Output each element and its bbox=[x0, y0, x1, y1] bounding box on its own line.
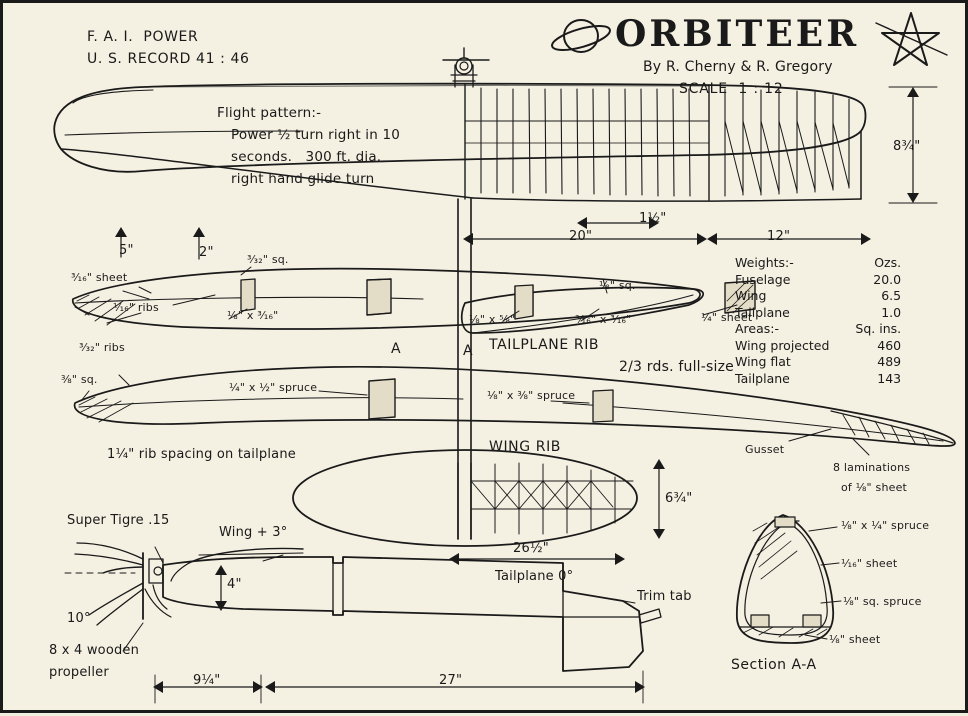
laminations-line-1: 8 laminations bbox=[833, 461, 911, 474]
byline: By R. Cherny & R. Gregory bbox=[643, 59, 833, 75]
section-material-1-8-sq-spruce: ⅛" sq. spruce bbox=[843, 595, 922, 608]
section-marker-right: A bbox=[463, 343, 473, 359]
area-label-tailplane: Tailplane bbox=[735, 370, 790, 386]
table-row bbox=[735, 338, 901, 355]
tailplane-rib-label: TAILPLANE RIB bbox=[489, 337, 600, 353]
material-1-8-square: ⅛" sq. bbox=[599, 279, 636, 292]
tailplane-incidence-label: Tailplane 0° bbox=[495, 569, 574, 584]
material-1-8-x-3-16: ⅛" x ³⁄₁₆" bbox=[227, 309, 279, 322]
gusset-label: Gusset bbox=[745, 443, 785, 456]
section-material-1-8-sheet: ⅛" sheet bbox=[829, 633, 881, 646]
material-1-8-x-3-8-spruce: ⅛" x ⅜" spruce bbox=[487, 389, 576, 402]
table-row bbox=[735, 371, 901, 388]
scale-note: SCALE 1 : 12 bbox=[679, 81, 784, 97]
record-line: U. S. RECORD 41 : 46 bbox=[87, 51, 250, 67]
area-value-wing-projected: 460 bbox=[877, 337, 902, 353]
area-label-wing-flat: Wing flat bbox=[735, 354, 791, 369]
section-material-spruce-1-8-x-1-4: ⅛" x ¼" spruce bbox=[841, 519, 930, 532]
flight-pattern-line-4: right hand glide turn bbox=[231, 171, 375, 187]
table-row bbox=[735, 288, 901, 305]
flight-pattern-line-1: Flight pattern:- bbox=[217, 105, 322, 121]
scale-note-ribs: 2/3 rds. full-size bbox=[619, 359, 734, 375]
wing-rib-label: WING RIB bbox=[489, 439, 562, 455]
weight-label-tailplane: Tailplane bbox=[735, 304, 790, 320]
material-3-16-x-3-16: ³⁄₁₆" x ³⁄₁₆" bbox=[575, 313, 632, 326]
wing-incidence-label: Wing + 3° bbox=[219, 525, 288, 540]
section-material-1-16-sheet: ¹⁄₁₆" sheet bbox=[841, 557, 898, 570]
material-1-16-ribs: ¹⁄₁₆" ribs bbox=[113, 301, 159, 314]
weight-label-wing: Wing bbox=[735, 288, 767, 303]
dim-nose-length: 9¼" bbox=[193, 673, 221, 688]
propeller-line-2: propeller bbox=[49, 665, 109, 680]
propeller-line-1: 8 x 4 wooden bbox=[49, 643, 140, 658]
trim-tab-label: Trim tab bbox=[637, 589, 692, 604]
areas-heading: Areas:- bbox=[735, 321, 780, 336]
dim-2-inch: 2" bbox=[199, 245, 214, 260]
material-1-4-x-1-2-spruce: ¼" x ½" spruce bbox=[229, 381, 318, 394]
dim-1-5-inch: 1½" bbox=[639, 211, 667, 226]
dim-tail-chord: 6¾" bbox=[665, 491, 693, 506]
table-row bbox=[735, 354, 901, 371]
dim-tail-span: 26½" bbox=[513, 541, 549, 556]
engine-label: Super Tigre .15 bbox=[67, 513, 170, 528]
material-3-32-square: ³⁄₃₂" sq. bbox=[247, 253, 289, 266]
table-row bbox=[735, 272, 901, 289]
dim-5-inch: 5" bbox=[119, 243, 134, 258]
section-aa-label: Section A-A bbox=[731, 657, 817, 673]
weights-unit: Ozs. bbox=[874, 255, 902, 270]
section-marker-left: A bbox=[391, 341, 401, 357]
weights-heading: Weights:- bbox=[735, 255, 794, 270]
rib-spacing-note: 1¼" rib spacing on tailplane bbox=[107, 447, 296, 462]
dim-fuselage-length: 27" bbox=[439, 673, 463, 688]
weights-areas-table bbox=[735, 255, 901, 387]
weight-value-fuselage: 20.0 bbox=[873, 271, 902, 287]
flight-pattern-line-2: Power ½ turn right in 10 bbox=[231, 127, 401, 143]
material-3-16-sheet: ³⁄₁₆" sheet bbox=[71, 271, 128, 284]
material-1-8-x-5-8: ⅛" x ⅝" bbox=[469, 313, 516, 326]
areas-unit: Sq. ins. bbox=[855, 321, 902, 336]
table-row bbox=[735, 305, 901, 322]
material-3-32-ribs: ³⁄₃₂" ribs bbox=[79, 341, 125, 354]
class-line-1: F. A. I. POWER bbox=[87, 29, 199, 45]
plan-title: ORBITEER bbox=[615, 13, 860, 55]
weight-label-fuselage: Fuselage bbox=[735, 271, 791, 287]
weight-value-tailplane: 1.0 bbox=[881, 304, 902, 320]
material-3-8-square: ⅜" sq. bbox=[61, 373, 98, 386]
area-value-tailplane: 143 bbox=[877, 370, 902, 386]
area-label-wing-projected: Wing projected bbox=[735, 337, 830, 353]
dim-thrust-angle: 10° bbox=[67, 611, 91, 626]
laminations-line-2: of ⅛" sheet bbox=[841, 481, 908, 494]
weight-value-wing: 6.5 bbox=[881, 288, 902, 303]
dim-12-inch: 12" bbox=[767, 229, 791, 244]
dim-wing-root-depth: 8¾" bbox=[893, 139, 921, 154]
dim-fuselage-height: 4" bbox=[227, 577, 242, 592]
area-value-wing-flat: 489 bbox=[877, 354, 902, 369]
dim-20-inch: 20" bbox=[569, 229, 593, 244]
material-1-4-sheet: ¼" sheet bbox=[701, 311, 753, 324]
flight-pattern-line-3: seconds. 300 ft. dia. bbox=[231, 149, 382, 165]
